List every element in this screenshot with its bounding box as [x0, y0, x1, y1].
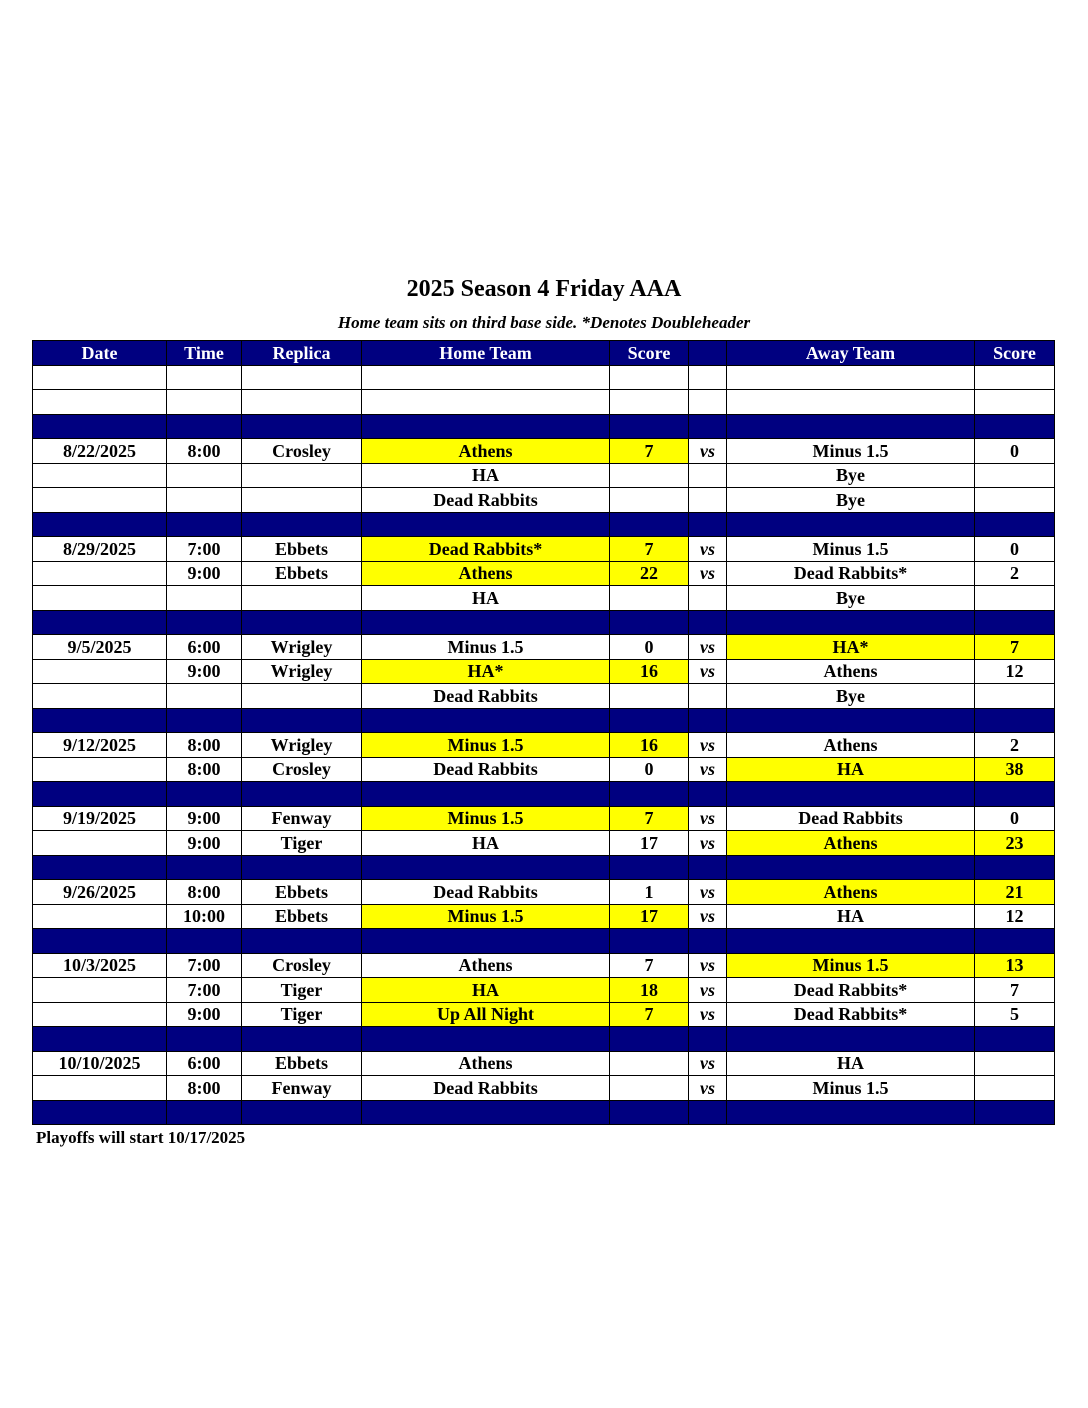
away-score-cell: 21 [975, 880, 1055, 905]
col-header-home-score: Score [610, 341, 689, 366]
date-cell [33, 561, 167, 586]
away-team-cell: Athens [727, 880, 975, 905]
away-score-cell: 0 [975, 439, 1055, 464]
away-team-cell [727, 1027, 975, 1052]
time-cell: 8:00 [167, 880, 242, 905]
away-score-cell [975, 390, 1055, 415]
date-cell [33, 978, 167, 1003]
away-team-cell: HA* [727, 635, 975, 660]
vs-cell: vs [689, 757, 727, 782]
time-cell [167, 365, 242, 390]
col-header-replica: Replica [242, 341, 362, 366]
home-team-cell: Minus 1.5 [362, 635, 610, 660]
game-row [33, 831, 1055, 856]
vs-cell [689, 1100, 727, 1125]
date-cell [33, 659, 167, 684]
home-team-cell: Athens [362, 1051, 610, 1076]
vs-cell [689, 414, 727, 439]
home-score-cell [610, 929, 689, 954]
game-row [33, 488, 1055, 513]
away-team-cell: Bye [727, 684, 975, 709]
replica-cell [242, 586, 362, 611]
schedule-body [33, 365, 1055, 1125]
week-separator-row [33, 782, 1055, 807]
date-cell [33, 365, 167, 390]
date-cell [33, 390, 167, 415]
vs-cell [689, 610, 727, 635]
away-team-cell: HA [727, 904, 975, 929]
away-team-cell [727, 929, 975, 954]
vs-cell: vs [689, 880, 727, 905]
home-team-cell [362, 414, 610, 439]
away-score-cell [975, 610, 1055, 635]
date-cell [33, 488, 167, 513]
replica-cell: Tiger [242, 1002, 362, 1027]
date-cell [33, 782, 167, 807]
replica-cell: Tiger [242, 831, 362, 856]
time-cell [167, 463, 242, 488]
vs-cell [689, 684, 727, 709]
replica-cell: Fenway [242, 806, 362, 831]
blank-row [33, 390, 1055, 415]
replica-cell [242, 855, 362, 880]
away-team-cell: HA [727, 757, 975, 782]
date-cell [33, 463, 167, 488]
game-row [33, 1002, 1055, 1027]
away-score-cell [975, 586, 1055, 611]
replica-cell [242, 1027, 362, 1052]
away-score-cell [975, 1051, 1055, 1076]
game-row [33, 463, 1055, 488]
home-team-cell: HA* [362, 659, 610, 684]
vs-cell: vs [689, 733, 727, 758]
vs-cell [689, 855, 727, 880]
home-score-cell [610, 782, 689, 807]
replica-cell [242, 610, 362, 635]
away-team-cell: Minus 1.5 [727, 953, 975, 978]
vs-cell [689, 586, 727, 611]
week-separator-row [33, 1027, 1055, 1052]
date-cell [33, 757, 167, 782]
home-team-cell: Dead Rabbits [362, 1076, 610, 1101]
home-team-cell: Dead Rabbits [362, 488, 610, 513]
date-cell [33, 1100, 167, 1125]
home-team-cell: HA [362, 586, 610, 611]
replica-cell: Crosley [242, 439, 362, 464]
home-score-cell [610, 390, 689, 415]
replica-cell [242, 488, 362, 513]
time-cell [167, 929, 242, 954]
game-row [33, 904, 1055, 929]
page-title: 2025 Season 4 Friday AAA [406, 276, 682, 302]
home-score-cell: 0 [610, 757, 689, 782]
date-cell: 8/29/2025 [33, 537, 167, 562]
week-separator-row [33, 855, 1055, 880]
game-row [33, 880, 1055, 905]
replica-cell [242, 929, 362, 954]
date-cell [33, 512, 167, 537]
time-cell [167, 855, 242, 880]
home-team-cell: HA [362, 831, 610, 856]
away-score-cell [975, 414, 1055, 439]
time-cell: 6:00 [167, 635, 242, 660]
date-cell: 8/22/2025 [33, 439, 167, 464]
away-score-cell: 12 [975, 904, 1055, 929]
away-score-cell: 2 [975, 733, 1055, 758]
vs-cell [689, 782, 727, 807]
page-subtitle: Home team sits on third base side. *Denotes Doubleheader [337, 313, 751, 332]
time-cell [167, 586, 242, 611]
date-cell: 10/10/2025 [33, 1051, 167, 1076]
away-team-cell: Athens [727, 733, 975, 758]
replica-cell: Ebbets [242, 537, 362, 562]
date-cell [33, 1027, 167, 1052]
away-team-cell: Minus 1.5 [727, 537, 975, 562]
vs-cell: vs [689, 635, 727, 660]
vs-cell [689, 488, 727, 513]
date-cell [33, 708, 167, 733]
replica-cell: Ebbets [242, 561, 362, 586]
week-separator-row [33, 929, 1055, 954]
home-score-cell [610, 855, 689, 880]
away-team-cell [727, 414, 975, 439]
home-team-cell [362, 390, 610, 415]
away-team-cell: Athens [727, 659, 975, 684]
time-cell [167, 1100, 242, 1125]
date-cell: 9/19/2025 [33, 806, 167, 831]
home-team-cell [362, 610, 610, 635]
time-cell: 8:00 [167, 439, 242, 464]
date-cell [33, 610, 167, 635]
vs-cell [689, 512, 727, 537]
replica-cell [242, 782, 362, 807]
away-team-cell [727, 782, 975, 807]
home-score-cell [610, 708, 689, 733]
time-cell: 8:00 [167, 757, 242, 782]
vs-cell [689, 365, 727, 390]
vs-cell: vs [689, 1051, 727, 1076]
away-score-cell: 0 [975, 537, 1055, 562]
home-score-cell: 18 [610, 978, 689, 1003]
away-score-cell: 12 [975, 659, 1055, 684]
home-team-cell: Athens [362, 953, 610, 978]
time-cell: 9:00 [167, 1002, 242, 1027]
playoffs-note: Playoffs will start 10/17/2025 [36, 1128, 246, 1147]
home-score-cell: 0 [610, 635, 689, 660]
home-team-cell [362, 782, 610, 807]
away-team-cell [727, 365, 975, 390]
away-score-cell: 5 [975, 1002, 1055, 1027]
date-cell [33, 1076, 167, 1101]
home-score-cell [610, 365, 689, 390]
away-score-cell [975, 684, 1055, 709]
vs-cell: vs [689, 659, 727, 684]
col-header-vs [689, 341, 727, 366]
home-team-cell: Dead Rabbits* [362, 537, 610, 562]
game-row [33, 1076, 1055, 1101]
vs-cell: vs [689, 561, 727, 586]
home-team-cell [362, 708, 610, 733]
home-score-cell [610, 684, 689, 709]
replica-cell: Ebbets [242, 880, 362, 905]
game-row [33, 733, 1055, 758]
home-score-cell: 7 [610, 1002, 689, 1027]
replica-cell [242, 390, 362, 415]
col-header-time: Time [167, 341, 242, 366]
away-score-cell [975, 463, 1055, 488]
home-score-cell: 7 [610, 953, 689, 978]
away-score-cell [975, 1100, 1055, 1125]
week-separator-row [33, 610, 1055, 635]
time-cell: 9:00 [167, 806, 242, 831]
game-row [33, 684, 1055, 709]
away-score-cell: 2 [975, 561, 1055, 586]
home-team-cell [362, 365, 610, 390]
col-header-home-team: Home Team [362, 341, 610, 366]
away-score-cell [975, 929, 1055, 954]
week-separator-row [33, 708, 1055, 733]
replica-cell [242, 708, 362, 733]
home-team-cell: Minus 1.5 [362, 806, 610, 831]
vs-cell: vs [689, 806, 727, 831]
home-score-cell: 16 [610, 659, 689, 684]
away-score-cell [975, 782, 1055, 807]
home-score-cell: 17 [610, 831, 689, 856]
week-separator-row [33, 414, 1055, 439]
home-score-cell: 22 [610, 561, 689, 586]
time-cell [167, 708, 242, 733]
home-team-cell: Athens [362, 561, 610, 586]
vs-cell: vs [689, 904, 727, 929]
away-team-cell [727, 610, 975, 635]
time-cell [167, 1027, 242, 1052]
away-score-cell: 7 [975, 635, 1055, 660]
away-score-cell [975, 365, 1055, 390]
home-score-cell [610, 1076, 689, 1101]
vs-cell [689, 463, 727, 488]
game-row [33, 659, 1055, 684]
away-team-cell [727, 390, 975, 415]
date-cell [33, 414, 167, 439]
time-cell [167, 414, 242, 439]
time-cell [167, 512, 242, 537]
time-cell [167, 684, 242, 709]
home-score-cell: 17 [610, 904, 689, 929]
away-team-cell: Dead Rabbits [727, 806, 975, 831]
game-row [33, 635, 1055, 660]
vs-cell [689, 390, 727, 415]
replica-cell [242, 684, 362, 709]
game-row [33, 953, 1055, 978]
replica-cell [242, 365, 362, 390]
replica-cell: Fenway [242, 1076, 362, 1101]
replica-cell: Wrigley [242, 635, 362, 660]
time-cell: 9:00 [167, 561, 242, 586]
col-header-date: Date [33, 341, 167, 366]
date-cell: 9/12/2025 [33, 733, 167, 758]
away-team-cell: Dead Rabbits* [727, 1002, 975, 1027]
time-cell [167, 610, 242, 635]
home-score-cell [610, 512, 689, 537]
date-cell [33, 929, 167, 954]
date-cell: 9/26/2025 [33, 880, 167, 905]
away-team-cell: Minus 1.5 [727, 1076, 975, 1101]
time-cell [167, 390, 242, 415]
week-separator-row [33, 1100, 1055, 1125]
away-score-cell [975, 1076, 1055, 1101]
replica-cell: Ebbets [242, 1051, 362, 1076]
away-score-cell [975, 708, 1055, 733]
schedule-table [32, 340, 1055, 1125]
date-cell [33, 831, 167, 856]
away-score-cell [975, 855, 1055, 880]
replica-cell: Tiger [242, 978, 362, 1003]
away-team-cell: Dead Rabbits* [727, 561, 975, 586]
header-row [33, 341, 1055, 366]
time-cell: 7:00 [167, 978, 242, 1003]
home-team-cell: Up All Night [362, 1002, 610, 1027]
replica-cell: Wrigley [242, 733, 362, 758]
time-cell [167, 488, 242, 513]
home-score-cell [610, 488, 689, 513]
blank-row [33, 365, 1055, 390]
home-score-cell [610, 463, 689, 488]
time-cell: 7:00 [167, 537, 242, 562]
game-row [33, 586, 1055, 611]
home-team-cell: Minus 1.5 [362, 904, 610, 929]
col-header-away-team: Away Team [727, 341, 975, 366]
away-team-cell [727, 512, 975, 537]
home-score-cell [610, 586, 689, 611]
home-team-cell [362, 929, 610, 954]
home-team-cell: Dead Rabbits [362, 880, 610, 905]
time-cell: 9:00 [167, 659, 242, 684]
home-team-cell: Minus 1.5 [362, 733, 610, 758]
vs-cell: vs [689, 831, 727, 856]
date-cell [33, 855, 167, 880]
away-team-cell: Athens [727, 831, 975, 856]
vs-cell [689, 929, 727, 954]
vs-cell: vs [689, 1076, 727, 1101]
away-score-cell: 0 [975, 806, 1055, 831]
home-team-cell: HA [362, 463, 610, 488]
replica-cell: Crosley [242, 953, 362, 978]
home-team-cell: HA [362, 978, 610, 1003]
away-score-cell: 23 [975, 831, 1055, 856]
date-cell: 10/3/2025 [33, 953, 167, 978]
away-team-cell [727, 855, 975, 880]
week-separator-row [33, 512, 1055, 537]
home-score-cell [610, 1027, 689, 1052]
time-cell [167, 782, 242, 807]
date-cell [33, 684, 167, 709]
game-row [33, 537, 1055, 562]
away-score-cell [975, 512, 1055, 537]
time-cell: 8:00 [167, 1076, 242, 1101]
away-score-cell [975, 488, 1055, 513]
vs-cell: vs [689, 439, 727, 464]
replica-cell [242, 414, 362, 439]
away-score-cell [975, 1027, 1055, 1052]
home-score-cell [610, 1051, 689, 1076]
home-team-cell: Dead Rabbits [362, 684, 610, 709]
home-team-cell [362, 1027, 610, 1052]
vs-cell [689, 1027, 727, 1052]
away-team-cell: Dead Rabbits* [727, 978, 975, 1003]
home-score-cell [610, 414, 689, 439]
vs-cell [689, 708, 727, 733]
home-team-cell [362, 512, 610, 537]
home-team-cell: Dead Rabbits [362, 757, 610, 782]
date-cell [33, 1002, 167, 1027]
replica-cell: Wrigley [242, 659, 362, 684]
home-score-cell: 7 [610, 806, 689, 831]
time-cell: 7:00 [167, 953, 242, 978]
home-score-cell [610, 610, 689, 635]
time-cell: 9:00 [167, 831, 242, 856]
time-cell: 6:00 [167, 1051, 242, 1076]
away-team-cell [727, 1100, 975, 1125]
replica-cell [242, 1100, 362, 1125]
vs-cell: vs [689, 953, 727, 978]
away-team-cell: Bye [727, 488, 975, 513]
away-score-cell: 13 [975, 953, 1055, 978]
away-team-cell [727, 708, 975, 733]
home-score-cell [610, 1100, 689, 1125]
home-team-cell [362, 1100, 610, 1125]
game-row [33, 561, 1055, 586]
replica-cell [242, 463, 362, 488]
away-team-cell: Minus 1.5 [727, 439, 975, 464]
col-header-away-score: Score [975, 341, 1055, 366]
away-score-cell: 38 [975, 757, 1055, 782]
home-score-cell: 7 [610, 537, 689, 562]
game-row [33, 978, 1055, 1003]
home-score-cell: 7 [610, 439, 689, 464]
replica-cell: Ebbets [242, 904, 362, 929]
away-score-cell: 7 [975, 978, 1055, 1003]
home-score-cell: 16 [610, 733, 689, 758]
home-score-cell: 1 [610, 880, 689, 905]
away-team-cell: Bye [727, 586, 975, 611]
away-team-cell: HA [727, 1051, 975, 1076]
game-row [33, 806, 1055, 831]
replica-cell: Crosley [242, 757, 362, 782]
date-cell [33, 904, 167, 929]
game-row [33, 439, 1055, 464]
vs-cell: vs [689, 1002, 727, 1027]
vs-cell: vs [689, 978, 727, 1003]
game-row [33, 757, 1055, 782]
game-row [33, 1051, 1055, 1076]
time-cell: 8:00 [167, 733, 242, 758]
away-team-cell: Bye [727, 463, 975, 488]
date-cell [33, 586, 167, 611]
home-team-cell [362, 855, 610, 880]
date-cell: 9/5/2025 [33, 635, 167, 660]
vs-cell: vs [689, 537, 727, 562]
replica-cell [242, 512, 362, 537]
home-team-cell: Athens [362, 439, 610, 464]
time-cell: 10:00 [167, 904, 242, 929]
